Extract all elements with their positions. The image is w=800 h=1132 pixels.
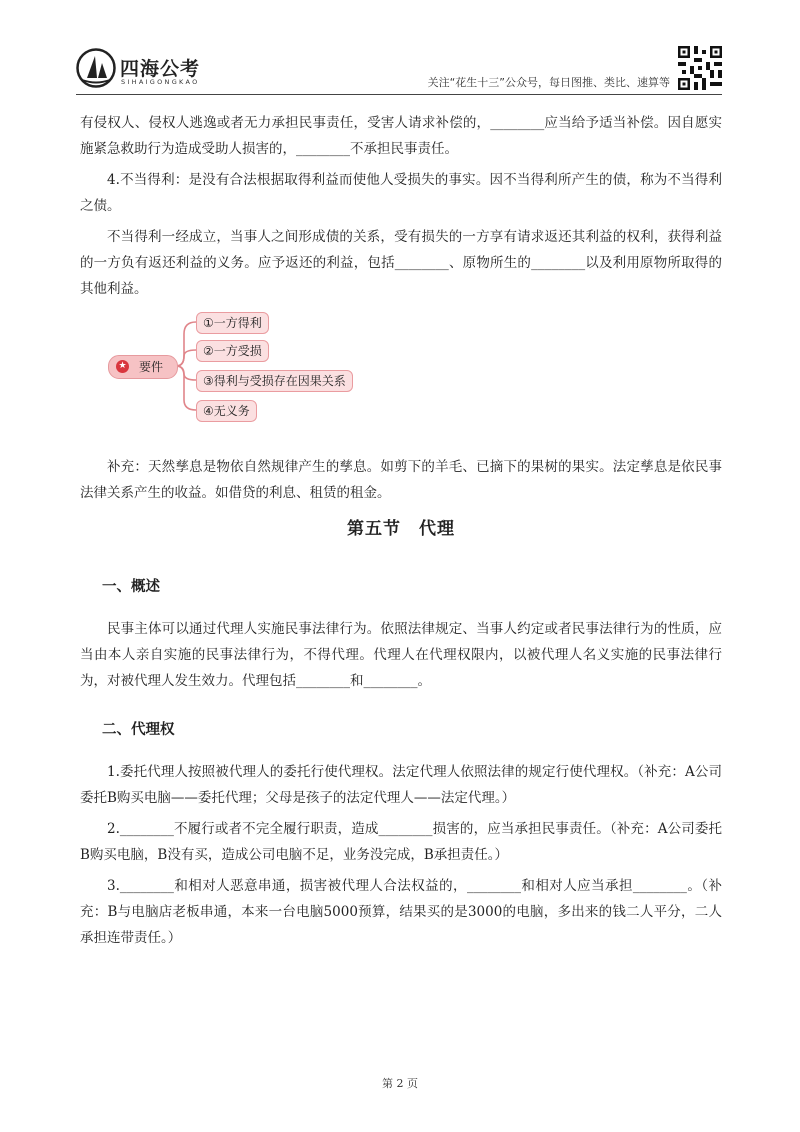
list-item: 3.________和相对人恶意串通，损害被代理人合法权益的，________和相对人应当承担________。（补充：B与电脑店老板串通，本来一台电脑5000预算，结果买的是3000的电脑，多出来的钱二人平分，二人承担连带责任。）	[80, 878, 722, 946]
requirements-mindmap	[80, 308, 722, 438]
page-number: 第 2 页	[382, 1077, 418, 1090]
paragraph-enrichment-effect: 不当得利一经成立，当事人之间形成债的关系，受有损失的一方享有请求返还其利益的权利，获得利益的一方负有返还利益的义务。应予返还的利益，包括________、原物所生的________以及利用原物所取得的其他利益。	[80, 229, 722, 297]
brand-name: 四海公考	[120, 58, 201, 80]
mindmap-node: ①一方得利	[196, 312, 269, 334]
qr-code-icon	[678, 46, 722, 90]
list-item: 1.委托代理人按照被代理人的委托行使代理权。法定代理人依照法律的规定行使代理权。（补充：A公司委托B购买电脑——委托代理；父母是孩子的法定代理人——法定代理。）	[80, 764, 722, 806]
list-item: 2.________不履行或者不完全履行职责，造成________损害的，应当承担民事责任。（补充：A公司委托B购买电脑，B没有买，造成公司电脑不足，业务没完成，B承担责任。）	[80, 821, 722, 863]
paragraph-supplement: 补充：天然孳息是物依自然规律产生的孳息。如剪下的羊毛、已摘下的果树的果实。法定孳息是依民事法律关系产生的收益。如借贷的利息、租赁的租金。	[80, 459, 722, 501]
subsection-title-agency-power: 二、代理权	[102, 722, 175, 738]
star-icon: ★	[116, 360, 129, 373]
paragraph-continued: 有侵权人、侵权人逃逸或者无力承担民事责任，受害人请求补偿的，________应当给予适当补偿。因自愿实施紧急救助行为造成受助人损害的，________不承担民事责任。	[80, 115, 722, 157]
mindmap-root-label: 要件	[139, 360, 164, 374]
header-divider	[76, 94, 722, 95]
brand-subtitle: SIHAIGONGKAO	[121, 78, 200, 86]
mindmap-node: ②一方受损	[196, 340, 269, 362]
mindmap-node: ③得利与受损存在因果关系	[196, 370, 353, 392]
paragraph-overview: 民事主体可以通过代理人实施民事法律行为。依照法律规定、当事人约定或者民事法律行为的性质，应当由本人亲自实施的民事法律行为，不得代理。代理人在代理权限内，以被代理人名义实施的民事法律行为，对被代理人发生效力。代理包括________和________。	[80, 621, 722, 689]
mindmap-node: ④无义务	[196, 400, 257, 422]
header-slogan: 关注“花生十三”公众号，每日图推、类比、速算等	[427, 76, 670, 89]
paragraph-unjust-enrichment: 4.不当得利：是没有合法根据取得利益而使他人受损失的事实。因不当得利所产生的债，称为不当得利之债。	[80, 172, 722, 214]
logo	[76, 48, 226, 92]
page-header	[0, 0, 800, 100]
sailboat-logo-icon	[76, 48, 116, 88]
mindmap-root	[108, 355, 178, 379]
document-body	[80, 110, 722, 956]
section-title: 第五节 代理	[347, 519, 455, 539]
subsection-title-overview: 一、概述	[102, 579, 160, 595]
